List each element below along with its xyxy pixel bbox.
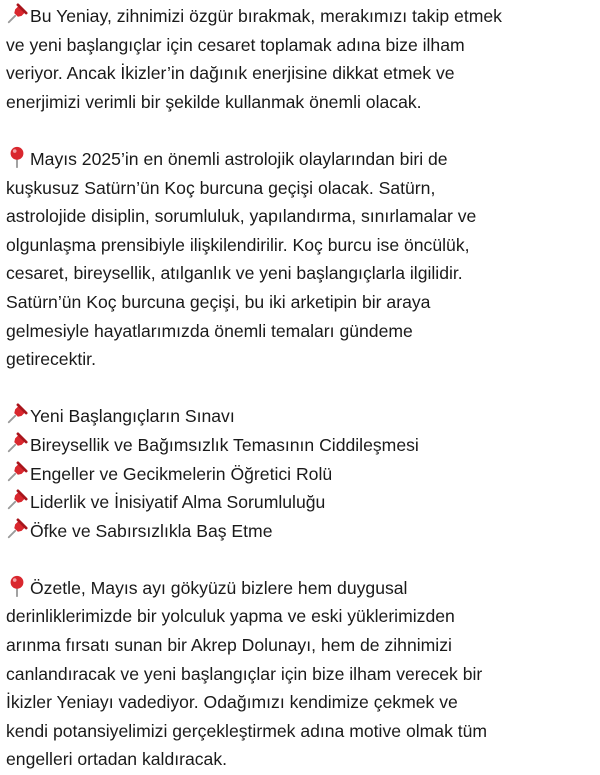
text-line: Özetle, Mayıs ayı gökyüzü bizlere hem duygusal (6, 574, 590, 603)
text-line: veriyor. Ancak İkizler’in dağınık enerjisine dikkat etmek ve (6, 63, 455, 84)
round-pushpin-icon (6, 146, 28, 168)
pushpin-icon (6, 432, 28, 454)
text-line: kuşkusuz Satürn’ün Koç burcuna geçişi olacak. Satürn, (6, 177, 436, 198)
list-item: Bireysellik ve Bağımsızlık Temasının Ciddileşmesi (6, 431, 590, 460)
paragraph-saturn (6, 145, 590, 374)
text-line: enerjimizi verimli bir şekilde kullanmak önemli olacak. (6, 91, 422, 112)
paragraph-summary (6, 574, 590, 774)
themes-list (6, 402, 590, 545)
pushpin-icon (6, 461, 28, 483)
text-line: Satürn’ün Koç burcuna geçişi, bu iki arketipin bir araya (6, 291, 431, 312)
text-line: arınma fırsatı sunan bir Akrep Dolunayı, hem de zihnimizi (6, 635, 452, 656)
pushpin-icon (6, 3, 28, 25)
pushpin-icon (6, 489, 28, 511)
list-item: Engeller ve Gecikmelerin Öğretici Rolü (6, 460, 590, 489)
text-line: cesaret, bireysellik, atılganlık ve yeni başlangıçlarla ilgilidir. (6, 263, 463, 284)
text-line: getirecektir. (6, 349, 96, 370)
text-line: Mayıs 2025’in en önemli astrolojik olaylarından biri de (6, 145, 590, 174)
list-item: Yeni Başlangıçların Sınavı (6, 402, 590, 431)
text-line: gelmesiyle hayatlarımızda önemli temaları gündeme (6, 320, 413, 341)
paragraph-new-moon (6, 2, 590, 116)
text-line: derinliklerimizde bir yolculuk yapma ve eski yüklerimizden (6, 606, 455, 627)
text-line: ve yeni başlangıçlar için cesaret toplamak adına bize ilham (6, 34, 465, 55)
round-pushpin-icon (6, 575, 28, 597)
text-line: olgunlaşma prensibiyle ilişkilendirilir. Koç burcu ise öncülük, (6, 234, 470, 255)
text-line: İkizler Yeniayı vadediyor. Odağımızı kendimize çekmek ve (6, 692, 458, 713)
text-line: engelleri ortadan kaldıracak. (6, 749, 228, 770)
list-item: Öfke ve Sabırsızlıkla Baş Etme (6, 517, 590, 546)
text-line: kendi potansiyelimizi gerçekleştirmek adına motive olmak tüm (6, 720, 488, 741)
pushpin-icon (6, 403, 28, 425)
text-line: astrolojide disiplin, sorumluluk, yapılandırma, sınırlamalar ve (6, 206, 477, 227)
text-line: Bu Yeniay, zihnimizi özgür bırakmak, merakımızı takip etmek (6, 2, 590, 31)
pushpin-icon (6, 518, 28, 540)
text-line: canlandıracak ve yeni başlangıçlar için bize ilham verecek bir (6, 663, 483, 684)
list-item: Liderlik ve İnisiyatif Alma Sorumluluğu (6, 488, 590, 517)
